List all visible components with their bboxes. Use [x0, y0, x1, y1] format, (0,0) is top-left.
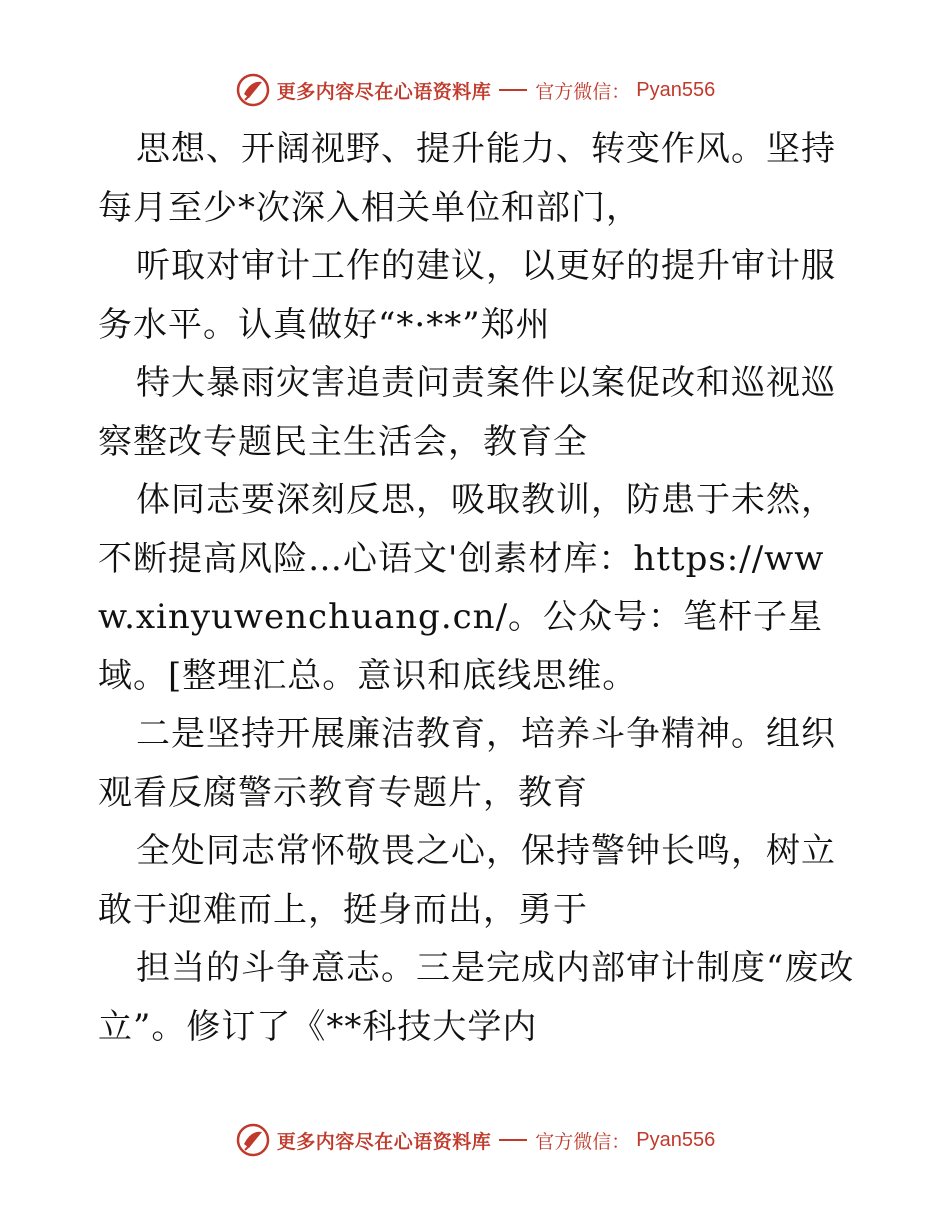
paragraph: 全处同志常怀敬畏之心，保持警钟长鸣，树立敢于迎难而上，挺身而出，勇于	[98, 831, 836, 930]
pen-logo-icon	[235, 1122, 271, 1158]
banner-wechat-id: Pyan556	[636, 78, 716, 101]
banner-dash	[499, 1139, 527, 1141]
paragraph: 担当的斗争意志。三是完成内部审计制度“废改立”。修订了《**科技大学内	[98, 948, 855, 1047]
page-footer-banner	[0, 1118, 950, 1162]
banner-site-text: 更多内容尽在心语资料库	[276, 80, 492, 103]
paragraph: 听取对审计工作的建议，以更好的提升审计服务水平。认真做好“*·**”郑州	[98, 246, 836, 345]
pen-logo-icon	[235, 72, 271, 108]
page-header-banner	[0, 68, 950, 112]
paragraph: 体同志要深刻反思，吸取教训，防患于未然，不断提高风险…心语文'创素材库：https://www.xinyuwenchuang.cn/。公众号：笔杆子星域。[整理汇总。意识和底线思维。	[98, 480, 836, 696]
watermark-banner	[235, 1122, 716, 1158]
paragraph: 特大暴雨灾害追责问责案件以案促改和巡视巡察整改专题民主生活会，教育全	[98, 363, 836, 462]
paragraph: 二是坚持开展廉洁教育，培养斗争精神。组织观看反腐警示教育专题片，教育	[98, 714, 836, 813]
paragraph: 思想、开阔视野、提升能力、转变作风。坚持每月至少*次深入相关单位和部门，	[98, 129, 836, 228]
banner-wechat-label: 官方微信：	[535, 1130, 631, 1153]
document-body	[98, 120, 858, 1056]
banner-site-text: 更多内容尽在心语资料库	[276, 1130, 492, 1153]
watermark-banner	[235, 72, 716, 108]
banner-wechat-id: Pyan556	[636, 1128, 716, 1151]
banner-wechat-label: 官方微信：	[535, 80, 631, 103]
banner-dash	[499, 89, 527, 91]
